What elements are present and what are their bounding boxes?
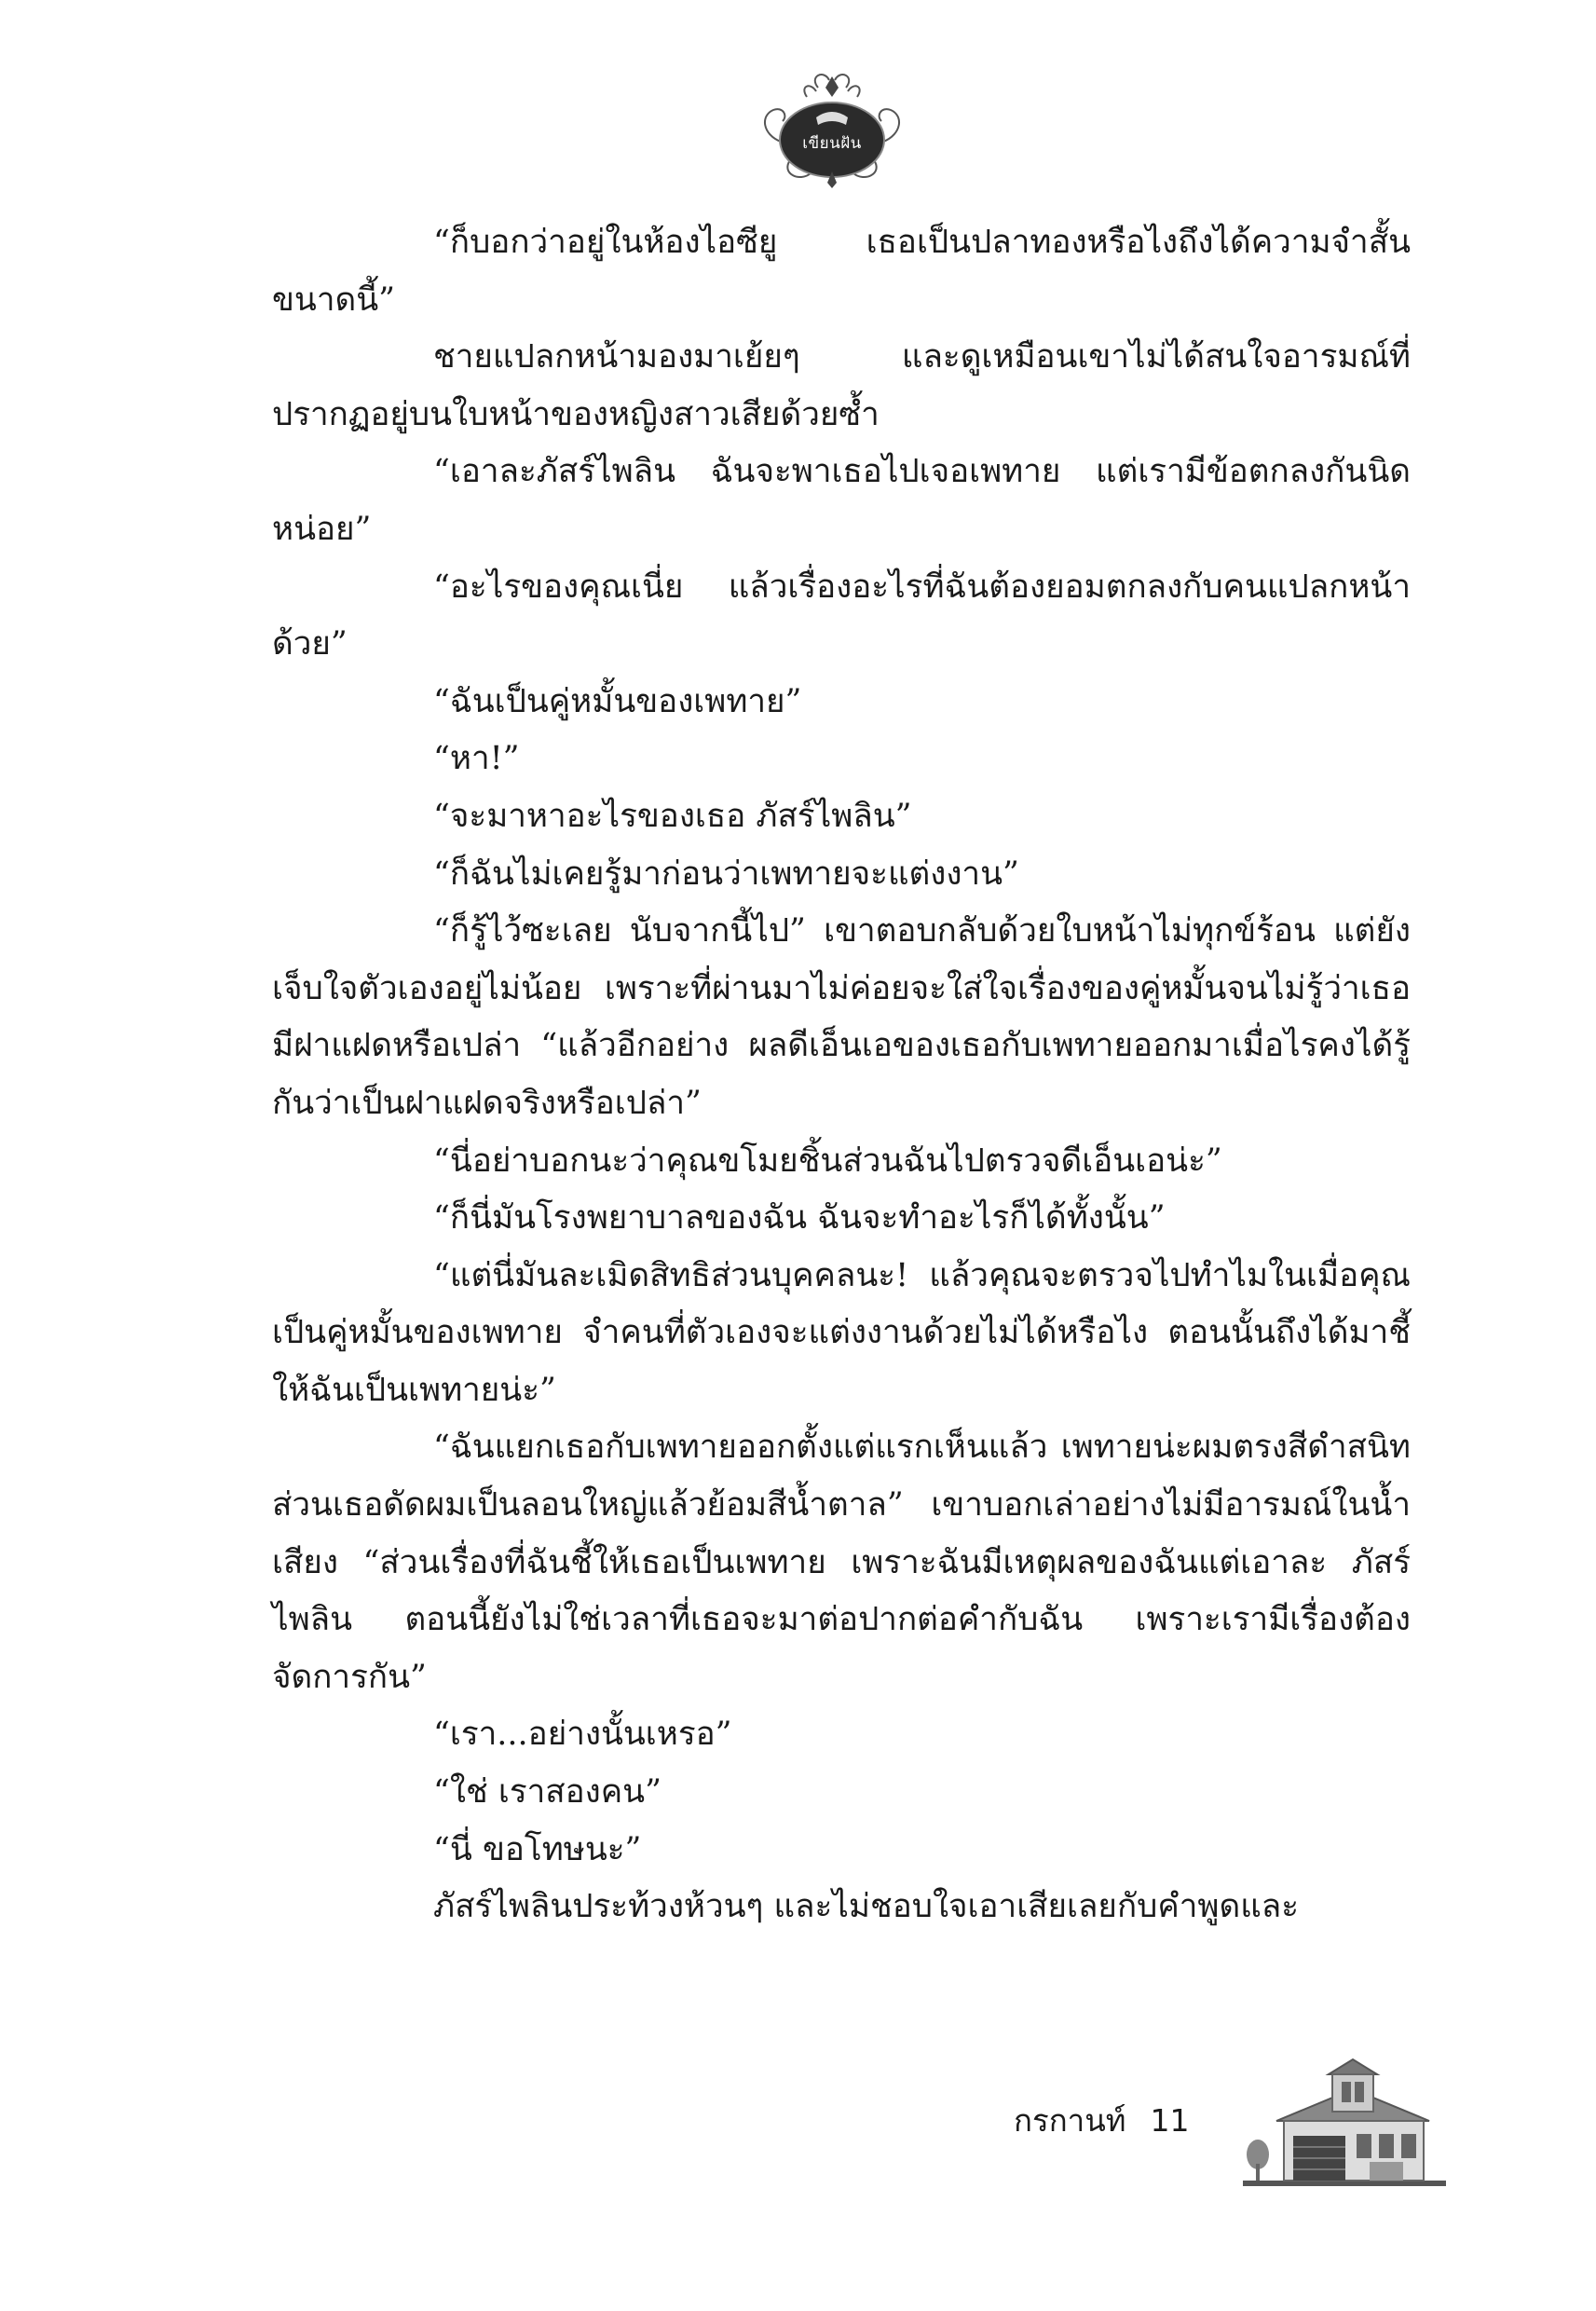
book-title: กรกานท์ [1014,2102,1126,2139]
page-number: 11 [1150,2102,1190,2139]
paragraph: “หา!” [433,740,520,778]
paragraph: “ก็นี่มันโรงพยาบาลของฉัน ฉันจะทำอะไรก็ได้ทั้งนั้น” [433,1199,1166,1238]
house-illustration [1239,2046,1450,2190]
house-icon [1239,2046,1450,2190]
paragraph: “ก็ฉันไม่เคยรู้มาก่อนว่าเพทายจะแต่งงาน” [433,855,1019,893]
paragraph: “แต่นี่มันละเมิดสิทธิส่วนบุคคลนะ! แล้วคุณจะตรวจไปทำไมในเมื่อคุณเป็นคู่หมั้นของเพทาย จำคนที่ตัวเองจะแต่งงานด้วยไม่ได้หรือไง ตอนนั้นถึงได้มาชี้ให้ฉันเป็นเพทายน่ะ” [272,1256,1411,1409]
page-footer [1014,2102,1190,2140]
paragraph: “นี่ ขอโทษนะ” [433,1830,642,1868]
paragraph: ชายแปลกหน้ามองมาเย้ยๆ และดูเหมือนเขาไม่ได้สนใจอารมณ์ที่ปรากฏอยู่บนใบหน้าของหญิงสาวเสียด้วยซ้ำ [272,338,1411,433]
paragraph: “ก็บอกว่าอยู่ในห้องไอซียู เธอเป็นปลาทองหรือไงถึงได้ความจำสั้นขนาดนี้” [272,224,1411,319]
logo-emblem-icon [753,69,911,190]
paragraph: “ฉันเป็นคู่หมั้นของเพทาย” [433,682,802,720]
publisher-logo [753,69,911,190]
paragraph: “ก็รู้ไว้ซะเลย นับจากนี้ไป” เขาตอบกลับด้วยใบหน้าไม่ทุกข์ร้อน แต่ยังเจ็บใจตัวเองอยู่ไม่น้อย เพราะที่ผ่านมาไม่ค่อยจะใส่ใจเรื่องของคู่หมั้นจนไม่รู้ว่าเธอมีฝาแฝดหรือเปล่า “แล้วอีกอย่าง ผลดีเอ็นเอของเธอกับเพทายออกมาเมื่อไรคงได้รู้กันว่าเป็นฝาแฝดจริงหรือเปล่า” [272,912,1411,1122]
paragraph: “จะมาหาอะไรของเธอ ภัสร์ไพลิน” [433,797,912,835]
paragraph: “ใช่ เราสองคน” [433,1773,662,1812]
paragraph: “เรา...อย่างนั้นเหรอ” [433,1716,732,1754]
logo-text: เขียนฝัน [802,134,862,153]
paragraph: ภัสร์ไพลินประท้วงห้วนๆ และไม่ชอบใจเอาเสียเลยกับคำพูดและ [433,1888,1300,1926]
story-body [272,214,1411,1936]
paragraph: “อะไรของคุณเนี่ย แล้วเรื่องอะไรที่ฉันต้องยอมตกลงกับคนแปลกหน้าด้วย” [272,567,1411,663]
paragraph: “นี่อย่าบอกนะว่าคุณขโมยชิ้นส่วนฉันไปตรวจดีเอ็นเอน่ะ” [433,1142,1222,1180]
paragraph: “ฉันแยกเธอกับเพทายออกตั้งแต่แรกเห็นแล้ว เพทายน่ะผมตรงสีดำสนิท ส่วนเธอดัดผมเป็นลอนใหญ่แล้วย้อมสีน้ำตาล” เขาบอกเล่าอย่างไม่มีอารมณ์ในน้ำเสียง “ส่วนเรื่องที่ฉันชี้ให้เธอเป็นเพทาย เพราะฉันมีเหตุผลของฉันแต่เอาละ ภัสร์ไพลิน ตอนนี้ยังไม่ใช่เวลาที่เธอจะมาต่อปากต่อคำกับฉัน เพราะเรามีเรื่องต้องจัดการกัน” [272,1429,1411,1696]
paragraph: “เอาละภัสร์ไพลิน ฉันจะพาเธอไปเจอเพทาย แต่เรามีข้อตกลงกันนิดหน่อย” [272,453,1411,548]
